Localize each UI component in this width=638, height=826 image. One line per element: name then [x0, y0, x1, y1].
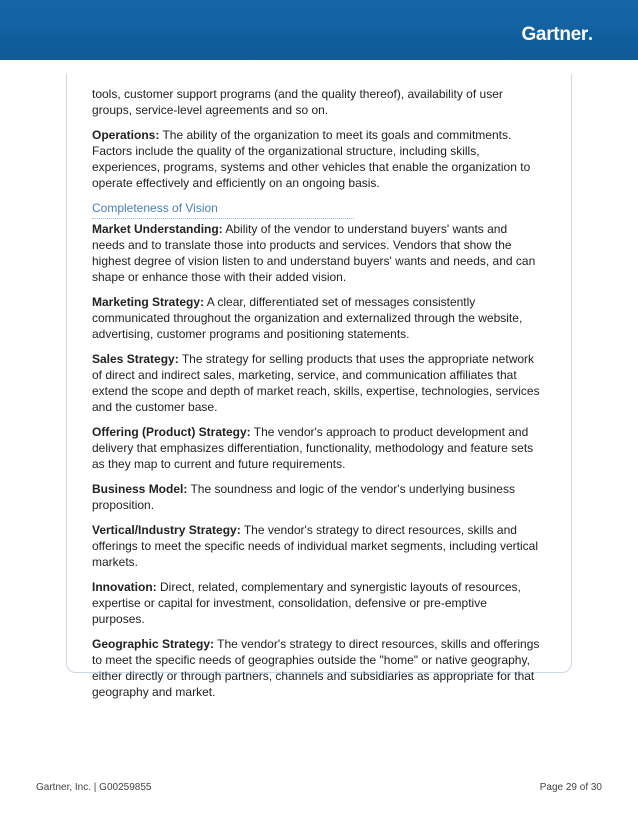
criterion-term: Innovation:: [92, 580, 157, 594]
criterion-text: The strategy for selling products that uses the appropriate network of direct and indirect sales, marketing, service, and communication affiliates that extend the scope and depth of market reach, skills, expertise, technologies, services and the customer base.: [92, 352, 540, 414]
criterion-term: Market Understanding:: [92, 222, 223, 236]
gartner-logo: [521, 24, 592, 46]
operations-text: The ability of the organization to meet its goals and commitments. Factors include the quality of the organizational structure, including skills, experiences, programs, systems and other vehicles that enable the organization to operate effectively and efficiently on an ongoing basis.: [92, 128, 531, 190]
criterion-text: The vendor's strategy to direct resources, skills and offerings to meet the specific needs of geographies outside the "home" or native geography, either directly or through partners, channels and subsidiaries as appropriate for that geography and market.: [92, 637, 540, 699]
logo-text: Gartner: [521, 24, 588, 45]
criterion-text: Direct, related, complementary and synergistic layouts of resources, expertise or capital for investment, consolidation, defensive or pre-emptive purposes.: [92, 580, 521, 626]
criterion-text: A clear, differentiated set of messages consistently communicated throughout the organization and externalized through the website, advertising, customer programs and positioning statements.: [92, 295, 523, 341]
footer-document-id: Gartner, Inc. | G00259855: [36, 782, 152, 793]
operations-term: Operations:: [92, 128, 160, 142]
document-body: [92, 86, 542, 709]
section-divider: [92, 218, 354, 219]
section-heading: Completeness of Vision: [92, 201, 218, 215]
operations-paragraph: [92, 127, 542, 191]
criterion-paragraph: [92, 636, 542, 700]
criterion-term: Sales Strategy:: [92, 352, 179, 366]
criterion-text: The vendor's approach to product development and delivery that emphasizes differentiation, functionality, methodology and feature sets as they map to current and future requirements.: [92, 425, 534, 471]
criterion-paragraph: [92, 294, 542, 342]
criterion-text: The soundness and logic of the vendor's underlying business proposition.: [92, 482, 515, 512]
criterion-paragraph: [92, 579, 542, 627]
criterion-term: Geographic Strategy:: [92, 637, 215, 651]
header-bar: [0, 0, 638, 60]
criterion-term: Vertical/Industry Strategy:: [92, 523, 241, 537]
criterion-term: Offering (Product) Strategy:: [92, 425, 251, 439]
intro-paragraph: tools, customer support programs (and the quality thereof), availability of user groups, service-level agreements and so on.: [92, 87, 503, 117]
criterion-text: The vendor's strategy to direct resources, skills and offerings to meet the specific needs of individual market segments, including vertical markets.: [92, 523, 539, 569]
criterion-paragraph: [92, 481, 542, 513]
criterion-text: Ability of the vendor to understand buyers' wants and needs and to translate those into products and services. Vendors that show the highest degree of vision listen to and understand buyers' wants and needs, and can shape or enhance those with their added vision.: [92, 222, 536, 284]
criterion-paragraph: [92, 424, 542, 472]
criterion-paragraph: [92, 522, 542, 570]
footer-page-number: Page 29 of 30: [539, 782, 602, 793]
criterion-paragraph: [92, 221, 542, 285]
logo-dot-icon: [589, 37, 592, 40]
criterion-term: Business Model:: [92, 482, 188, 496]
criterion-term: Marketing Strategy:: [92, 295, 205, 309]
criterion-paragraph: [92, 351, 542, 415]
